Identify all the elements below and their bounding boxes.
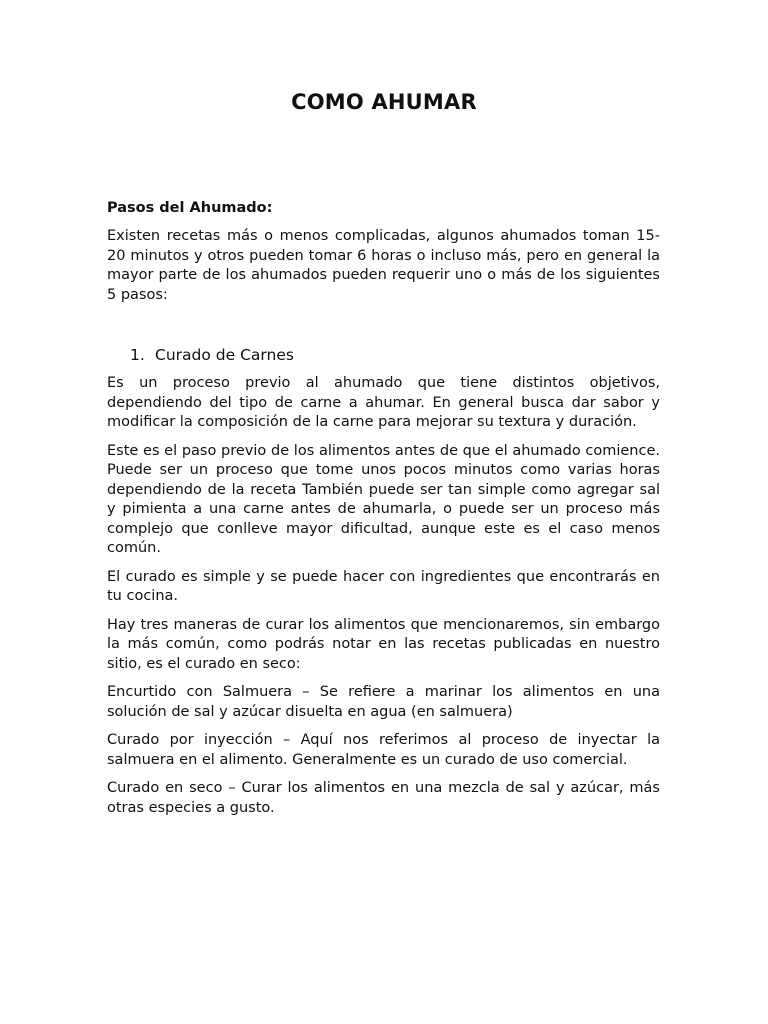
paragraph-injection-curing: Curado por inyección – Aquí nos referimos al proceso de inyectar la salmuera en el alimento. Generalmente es un curado de uso comercial. [107,732,660,768]
paragraph-brine-curing: Encurtido con Salmuera – Se refiere a marinar los alimentos en una solución de sal y azúcar disuelta en agua (en salmuera) [107,684,660,720]
document-title: COMO AHUMAR [291,90,477,114]
document-body [107,198,660,827]
paragraph-curing-methods: Hay tres maneras de curar los alimentos que mencionaremos, sin embargo la más común, como podrás notar en las recetas publicadas en nuestro sitio, es el curado en seco: [107,616,660,672]
section-heading-text: Curado de Carnes [155,346,294,364]
section-number: 1. [130,346,145,364]
paragraph-purpose: Es un proceso previo al ahumado que tiene distintos objetivos, dependiendo del tipo de carne a ahumar. En general busca dar sabor y modificar la composición de la carne para mejorar su textura y duración. [107,375,660,430]
paragraph-dry-curing: Curado en seco – Curar los alimentos en una mezcla de sal y azúcar, más otras especies a gusto. [107,780,660,816]
paragraph-first-step: Este es el paso previo de los alimentos antes de que el ahumado comience. Puede ser un proceso que tome unos pocos minutos como varias horas dependiendo de la receta También puede ser tan simple como agregar sal y pimienta a una carne antes de ahumarla, o puede ser un proceso más complejo que conlleve mayor dificultad, aunque este es el caso menos común. [107,442,660,556]
paragraph-ingredients: El curado es simple y se puede hacer con ingredientes que encontrarás en tu cocina. [107,568,660,604]
intro-paragraph: Existen recetas más o menos complicadas, algunos ahumados toman 15-20 minutos y otros pueden tomar 6 horas o incluso más, pero en general la mayor parte de los ahumados pueden requerir uno o más de los siguientes 5 pasos: [107,228,660,303]
section-subheading: Pasos del Ahumado: [107,200,273,216]
numbered-section-heading [130,345,660,365]
